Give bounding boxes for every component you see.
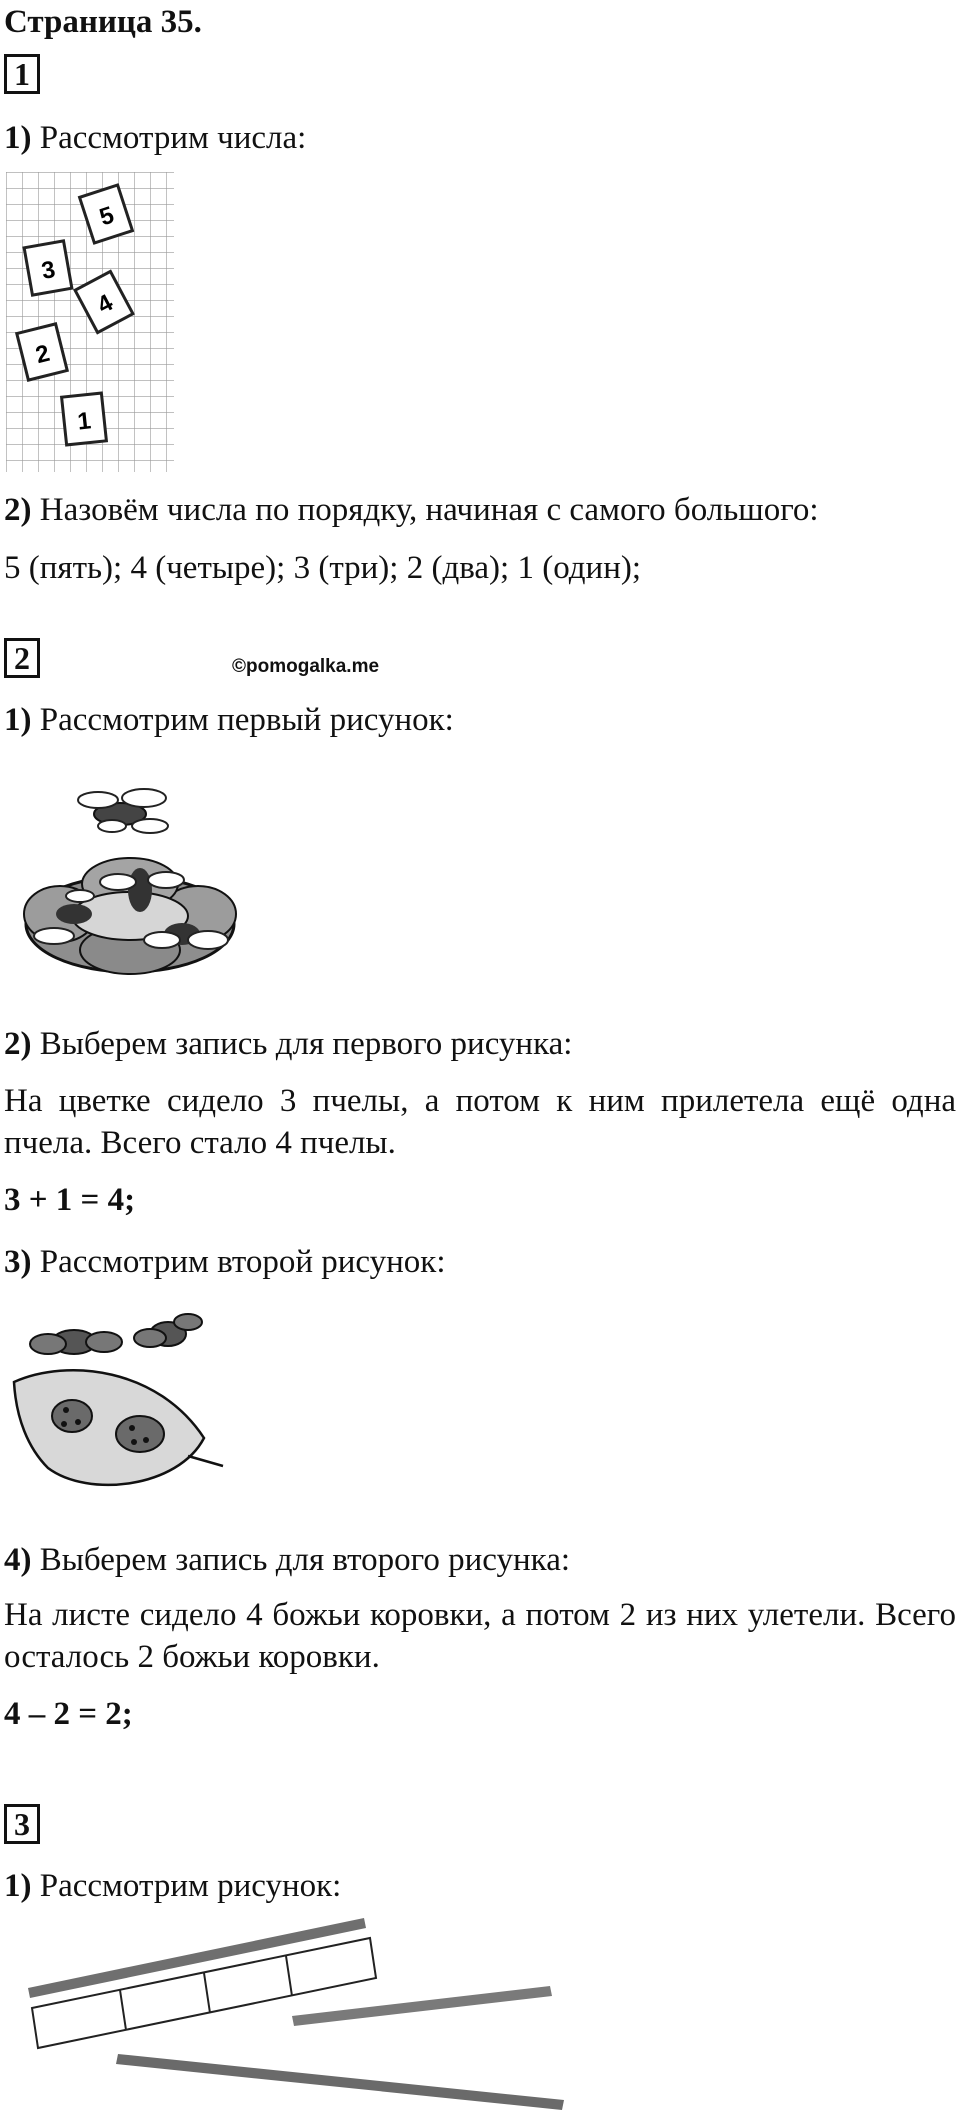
strips-figure [20,1916,580,2116]
task2-equation1: 3 + 1 = 4; [4,1182,136,1218]
task1-step2 [4,490,819,530]
task2-step2 [4,1024,572,1064]
task1-step1 [4,118,306,158]
step-text: Рассмотрим второй рисунок: [31,1244,446,1280]
card-3-label: 3 [39,256,58,285]
watermark: ©pomogalka.me [232,656,380,677]
sitting-ladybug [116,1416,164,1452]
flying-ladybug [134,1314,202,1347]
leaf [14,1370,204,1485]
step-label: 4) [4,1542,32,1578]
strip-bottom [116,2054,564,2110]
card-1-label: 1 [76,407,93,436]
step-label: 1) [4,120,32,156]
task-number-3: 3 [4,1804,40,1844]
step-label: 2) [4,1026,32,1062]
step-label: 1) [4,1868,32,1904]
card-5-label: 5 [96,201,118,232]
flying-ladybug [30,1330,122,1354]
task2-story1: На цветке сидело 3 пчелы, а потом к ним прилетела ещё одна пчела. Всего стало 4 пчелы. [4,1083,956,1161]
sitting-ladybug [52,1400,92,1432]
task2-story2: На листе сидело 4 божьи коровки, а потом 2 из них улетели. Всего осталось 2 божьи коровки. [4,1597,956,1675]
task2-step4 [4,1540,570,1580]
bees-on-flower-figure [20,764,240,984]
step-label: 3) [4,1244,32,1280]
step-text: Назовём числа по порядку, начиная с самого большого: [31,492,819,528]
card-3 [24,241,72,295]
card-4-label: 4 [92,289,118,320]
strip-right [292,1986,552,2026]
task-number-2: 2 [4,638,40,678]
card-1 [62,393,107,445]
step-label: 1) [4,702,32,738]
step-text: Рассмотрим первый рисунок: [31,702,454,738]
task2-step1 [4,700,454,740]
task-number-1: 1 [4,54,40,94]
flying-bee [78,789,168,833]
step-text: Выберем запись для первого рисунка: [31,1026,573,1062]
card-2-label: 2 [32,339,53,370]
task1-answer: 5 (пять); 4 (четыре); 3 (три); 2 (два); 1 (один); [4,550,642,586]
task2-equation2: 4 – 2 = 2; [4,1696,133,1732]
ladybugs-on-leaf-figure [8,1298,238,1508]
step-text: Выберем запись для второго рисунка: [31,1542,571,1578]
step-label: 2) [4,492,32,528]
number-cards-figure [6,172,174,472]
task3-step1 [4,1866,341,1906]
task2-step3 [4,1242,446,1282]
step-text: Рассмотрим числа: [31,120,307,156]
step-text: Рассмотрим рисунок: [31,1868,342,1904]
page-title: Страница 35. [4,4,202,40]
